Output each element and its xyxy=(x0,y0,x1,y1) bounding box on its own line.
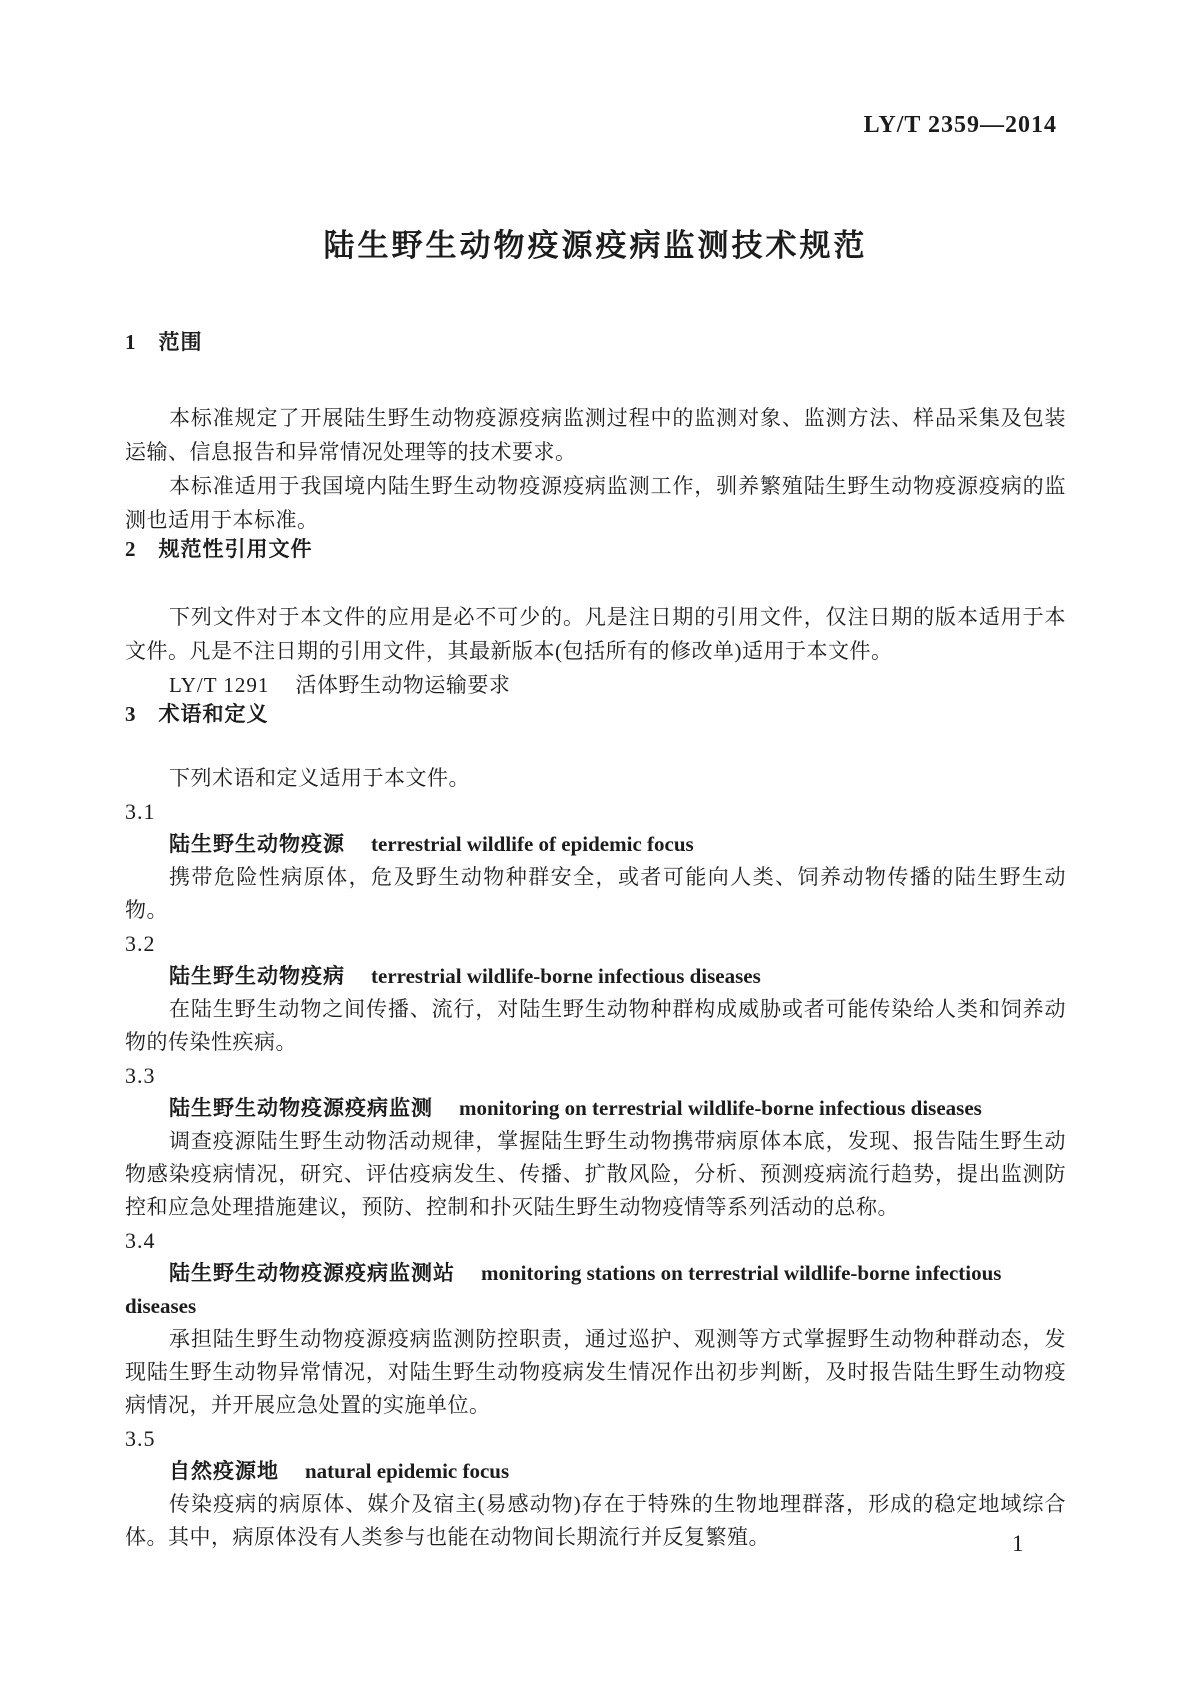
section-title: 范围 xyxy=(158,331,203,354)
terms-intro: 下列术语和定义适用于本文件。 xyxy=(169,766,470,790)
term-zh: 自然疫源地 xyxy=(169,1460,279,1483)
term-number: 3.2 xyxy=(125,931,156,956)
section-3-heading xyxy=(125,702,1066,727)
paragraph: 下列文件对于本文件的应用是必不可少的。凡是注日期的引用文件，仅注日期的版本适用于本文件。凡是不注日期的引用文件，其最新版本(包括所有的修改单)适用于本文件。 xyxy=(125,605,1066,663)
term-heading xyxy=(125,1092,1066,1125)
document-body xyxy=(125,330,1066,1554)
term-en: natural epidemic focus xyxy=(305,1459,510,1483)
term-en: monitoring on terrestrial wildlife-borne infectious diseases xyxy=(459,1096,982,1120)
document-title: 陆生野生动物疫源疫病监测技术规范 xyxy=(323,228,868,263)
section-number: 1 xyxy=(125,330,137,354)
term-number: 3.1 xyxy=(125,799,156,824)
term-number: 3.4 xyxy=(125,1228,156,1253)
section-title: 规范性引用文件 xyxy=(158,538,313,561)
paragraph: 本标准适用于我国境内陆生野生动物疫源疫病监测工作，驯养繁殖陆生野生动物疫源疫病的监测也适用于本标准。 xyxy=(125,474,1066,532)
term-zh: 陆生野生动物疫源疫病监测 xyxy=(169,1097,433,1120)
section-2-heading xyxy=(125,537,1066,562)
term-heading xyxy=(125,828,1066,861)
term-heading xyxy=(125,1257,1066,1323)
term-en: monitoring stations on terrestrial wildlife-borne infectious diseases xyxy=(125,1261,1002,1318)
page-number: 1 xyxy=(1012,1531,1024,1556)
section-number: 2 xyxy=(125,537,137,561)
paragraph: 本标准规定了开展陆生野生动物疫源疫病监测过程中的监测对象、监测方法、样品采集及包装运输、信息报告和异常情况处理等的技术要求。 xyxy=(125,406,1066,464)
term-zh: 陆生野生动物疫源 xyxy=(169,833,345,856)
terms-list xyxy=(125,795,1066,1554)
term-heading xyxy=(125,1455,1066,1488)
term-definition: 传染疫病的病原体、媒介及宿主(易感动物)存在于特殊的生物地理群落，形成的稳定地域综合体。其中，病原体没有人类参与也能在动物间长期流行并反复繁殖。 xyxy=(125,1492,1066,1549)
doc-code: LY/T 2359—2014 xyxy=(863,112,1057,138)
term-en: terrestrial wildlife of epidemic focus xyxy=(371,832,694,856)
section-number: 3 xyxy=(125,702,137,726)
term-definition: 在陆生野生动物之间传播、流行，对陆生野生动物种群构成威胁或者可能传染给人类和饲养动物的传染性疾病。 xyxy=(125,997,1066,1054)
term-number: 3.3 xyxy=(125,1063,156,1088)
section-1-heading xyxy=(125,330,1066,355)
reference-code: LY/T 1291 xyxy=(169,673,270,697)
term-definition: 承担陆生野生动物疫源疫病监测防控职责，通过巡护、观测等方式掌握野生动物种群动态，发现陆生野生动物异常情况，对陆生野生动物疫病发生情况作出初步判断，及时报告陆生野生动物疫病情况，并开展应急处置的实施单位。 xyxy=(125,1327,1066,1417)
reference-title: 活体野生动物运输要求 xyxy=(295,673,511,697)
term-en: terrestrial wildlife-borne infectious diseases xyxy=(371,964,761,988)
section-title: 术语和定义 xyxy=(158,703,269,726)
term-number: 3.5 xyxy=(125,1426,156,1451)
term-heading xyxy=(125,960,1066,993)
term-definition: 携带危险性病原体，危及野生动物种群安全，或者可能向人类、饲养动物传播的陆生野生动物。 xyxy=(125,865,1066,922)
term-zh: 陆生野生动物疫源疫病监测站 xyxy=(169,1262,455,1285)
reference-entry xyxy=(125,668,1066,702)
term-zh: 陆生野生动物疫病 xyxy=(169,965,345,988)
term-definition: 调查疫源陆生野生动物活动规律，掌握陆生野生动物携带病原体本底，发现、报告陆生野生动物感染疫病情况，研究、评估疫病发生、传播、扩散风险，分析、预测疫病流行趋势，提出监测防控和应急处理措施建议，预防、控制和扑灭陆生野生动物疫情等系列活动的总称。 xyxy=(125,1129,1066,1219)
